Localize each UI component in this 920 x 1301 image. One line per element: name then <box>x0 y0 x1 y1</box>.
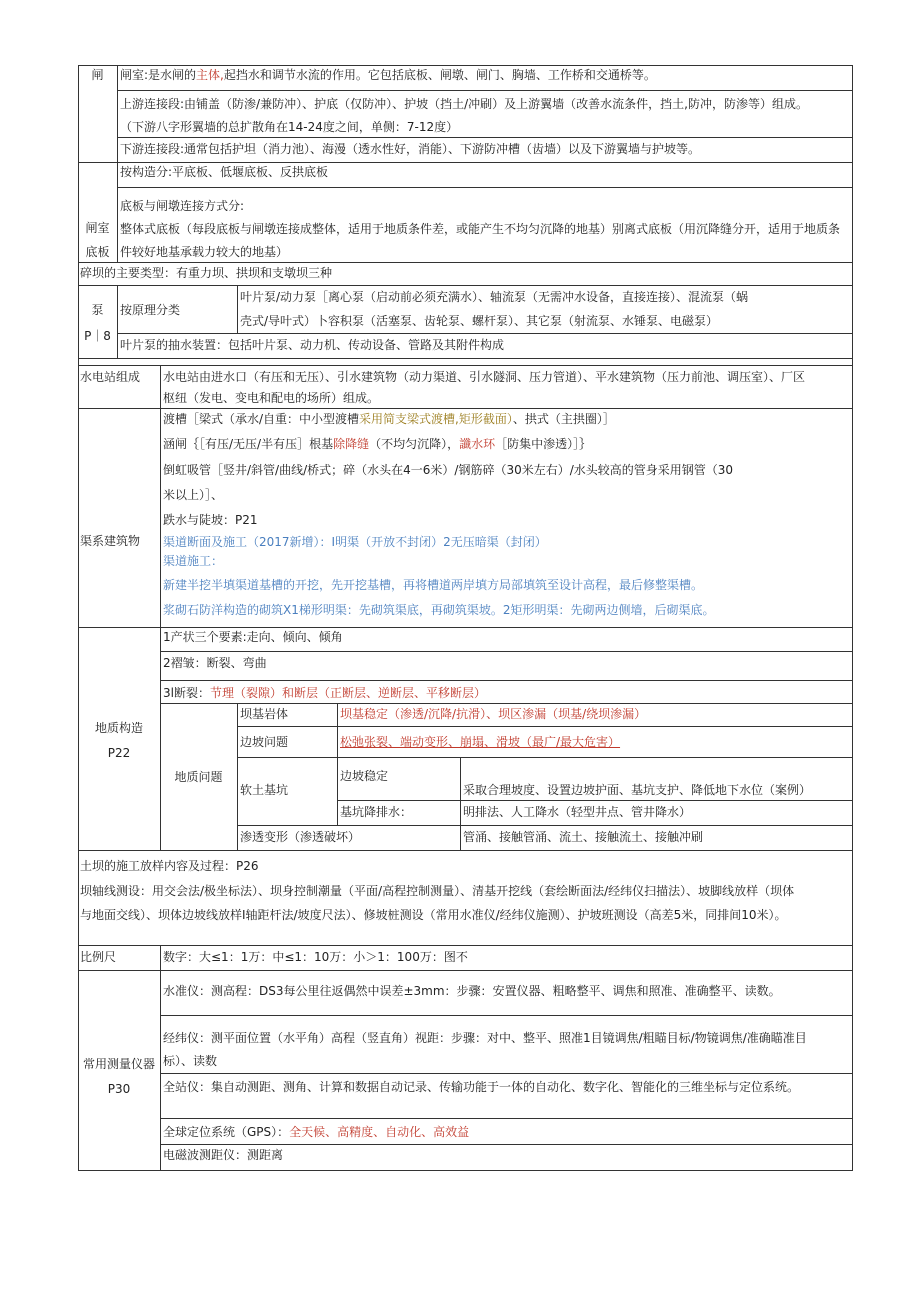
divider <box>117 285 118 358</box>
instr-gps-text: 全球定位系统（GPS）：全天候、高精度、自动化、高效益 <box>163 1125 470 1139</box>
canal-siphon-line-2: 米以上）］、 <box>163 488 224 502</box>
instr-edm-text: 电磁波测距仪：测距离 <box>163 1148 284 1162</box>
instr-label-1: 常用测量仪器 <box>82 1057 155 1071</box>
earthdam-line-2: 与地面交线）、坝体边坡线放样I轴距杆法/坡度尺法）、修坡桩测设（常用水准仪/经纬仪施测）、护坡班测设（高差5米，同排间10米）。 <box>80 908 787 922</box>
sluice-downstream-text: 下游连接段:通常包括护坦（消力池）、海漫（透水性好，消能）、下游防冲槽（齿墙）以及下游翼墙与护坡等。 <box>120 142 701 156</box>
divider <box>237 285 238 333</box>
divider <box>160 1073 852 1074</box>
station-line-2: 枢纽（发电、变电和配电的场所）组成。 <box>163 391 380 405</box>
canal-masonry-text: 浆砌石防洋构造的砌筑X1梯形明渠：先砌筑渠底，再砌筑渠坡。2矩形明渠：先砌两边侧墙，后砌渠底。 <box>163 603 715 617</box>
pump-principle-label: 按原理分类 <box>120 303 181 317</box>
pump-label-1: 泵 <box>91 303 104 317</box>
divider <box>237 726 852 727</box>
scale-label: 比例尺 <box>80 950 117 964</box>
floor-label-1: 闸室 <box>85 221 110 235</box>
sluice-label: 闸 <box>91 68 104 82</box>
geo-rock-label: 坝基岩体 <box>240 707 289 721</box>
canal-fill-text: 新建半挖半填渠道基槽的开挖，先开挖基槽，再将槽道两岸填方局部填筑至设计高程，最后修整渠槽。 <box>163 578 704 592</box>
divider <box>78 970 852 971</box>
canal-siphon-line-1: 倒虹吸管［竖井/斜管/曲线/桥式；碎（水头在4一6米）/钢筋碎（30米左右）/水头较高的管身采用钢管（30 <box>163 463 734 477</box>
geo-label-1: 地质构造 <box>94 721 143 735</box>
canal-section-text: 渠道断面及施工（2017新增）：I明渠（开放不封闭）2无压暗渠（封闭） <box>163 535 547 549</box>
canal-culvert-text: 涵闸｛［有压/无压/半有压］根基除降缝（不均匀沉降），讖水环［防集中渗透）］｝ <box>163 437 592 451</box>
divider <box>160 945 161 1170</box>
station-line-1: 水电站由进水口（有压和无压）、引水建筑物（动力渠道、引水隧洞、压力管道）、平水建筑物（压力前池、调压室）、厂区 <box>163 370 806 384</box>
dam-types-text: 碎坝的主要类型：有重力坝、拱坝和支墩坝三种 <box>80 266 333 280</box>
instr-label-2: P30 <box>107 1082 131 1096</box>
divider <box>460 757 461 850</box>
geo-soft-slope-desc: 采取合理坡度、设置边坡护面、基坑支护、降低地下水位（案例） <box>463 783 812 797</box>
table-border-right <box>852 65 853 1170</box>
divider <box>337 703 338 825</box>
canal-construct-title: 渠道施工： <box>163 554 224 568</box>
station-label: 水电站组成 <box>80 370 141 384</box>
geo-slope-label: 边坡问题 <box>240 735 289 749</box>
scale-text: 数字：大≤1：1万：中≤1：10万：小＞1：100万：图不 <box>163 950 468 964</box>
pump-device-text: 叶片泵的抽水装置：包括叶片泵、动力机、传动设备、管路及其附件构成 <box>120 338 505 352</box>
geo-three-elements: 1产状三个要素:走向、倾向、倾角 <box>163 630 343 644</box>
sluice-upstream-note: （下游八字形翼墙的总扩散角在14-24度之间，单侧：7-12度） <box>120 120 459 134</box>
divider <box>160 1118 852 1119</box>
instr-level-text: 水准仪：测高程：DS3每公里往返偶然中误差±3mm：步骤：安置仪器、粗略整平、调焦和照准、准确整平、读数。 <box>163 984 781 998</box>
geo-seep-label: 渗透变形（渗透破坏） <box>240 830 361 844</box>
geo-fault-text: 3l断裂：节理（裂隙）和断层（正断层、逆断层、平移断层） <box>163 686 486 700</box>
table-border-bottom <box>78 1170 853 1171</box>
canal-drop-text: 跌水与陡坡：P21 <box>163 513 258 527</box>
divider <box>117 65 118 262</box>
instr-theodolite-line-1: 经纬仪：测平面位置（水平角）高程（竖直角）视距：步骤：对中、整平、照准1目镜调焦/粗瞄目标/物镜调焦/准确瞄准目 <box>163 1031 807 1045</box>
geo-dewater-desc: 明排法、人工降水（轻型井点、管井降水） <box>463 805 692 819</box>
earthdam-line-1: 坝轴线测设：用交会法/极坐标法）、坝身控制潮量（平面/高程控制测量）、清基开挖线（套绘断面法/经纬仪扫描法）、坡脚线放样（坝体 <box>80 884 795 898</box>
divider <box>78 850 852 851</box>
geo-label-2: P22 <box>107 746 131 760</box>
earthdam-title: 土坝的施工放样内容及过程：P26 <box>80 859 259 873</box>
divider <box>160 1015 852 1016</box>
floor-types-text: 按构造分:平底板、低堰底板、反拱底板 <box>120 165 329 179</box>
geo-dewater-label: 基坑降排水： <box>340 805 413 819</box>
geo-soft-slope-label: 边坡稳定 <box>340 769 389 783</box>
floor-label-2: 底板 <box>85 245 110 259</box>
floor-connection-line-1: 整体式底板（每段底板与闸墩连接成整体，适用于地质条件差，或能产生不均匀沉降的地基）别离式底板（用沉降缝分开，适用于地质条 <box>120 222 841 236</box>
instr-theodolite-line-2: 标）、读数 <box>163 1054 218 1068</box>
instr-total-station-text: 全站仪：集自动测距、测角、计算和数据自动记录、传输功能于一体的自动化、数字化、智能化的三维坐标与定位系统。 <box>163 1080 800 1094</box>
canal-label: 渠系建筑物 <box>80 534 141 548</box>
divider <box>117 90 852 91</box>
divider <box>117 187 852 188</box>
geo-rock-desc: 坝基稳定（渗透/沉降/抗滑）、坝区渗漏（坝基/绕坝渗漏） <box>340 707 647 721</box>
geo-problems-label: 地质问题 <box>174 770 223 784</box>
sluice-upstream-text: 上游连接段:由铺盖（防渗/兼防冲）、护底（仅防冲）、护坡（挡土/冲刷）及上游翼墙（改善水流条件，挡土,防冲，防渗等）组成。 <box>120 97 808 111</box>
canal-aqueduct-text: 渡槽［梁式（承水/自重：中小型渡槽采用简支梁式渡槽,矩形截面）、拱式（主拱圈）］ <box>163 412 615 426</box>
floor-connection-line-2: 件较好地基承载力较大的地基） <box>120 245 289 259</box>
pump-label-2: P｜8 <box>84 329 111 343</box>
geo-seep-desc: 管涌、接触管涌、流土、接触流土、接触冲刷 <box>463 830 704 844</box>
geo-soft-label: 软土基坑 <box>240 783 289 797</box>
divider <box>237 757 852 758</box>
geo-slope-desc: 松弛张裂、端动变形、崩塌、滑坡（最广/最大危害） <box>340 735 621 749</box>
pump-types-line-1: 叶片泵/动力泵［离心泵（启动前必须充满水）、轴流泵（无需冲水设备，直接连接）、混流泵（蜗 <box>240 290 749 304</box>
divider <box>78 358 852 359</box>
sluice-room-text: 闸室:是水闸的主体,起挡水和调节水流的作用。它包括底板、闸墩、闸门、胸墙、工作桥和交通桥等。 <box>120 68 656 82</box>
pump-types-line-2: 壳式/导叶式）卜容积泵（活塞泵、齿轮泵、螺杆泵）、其它泵（射流泵、水锤泵、电磁泵） <box>240 314 719 328</box>
floor-connection-title: 底板与闸墩连接方式分: <box>120 199 245 213</box>
geo-fold-text: 2褶皱：断裂、弯曲 <box>163 656 267 670</box>
